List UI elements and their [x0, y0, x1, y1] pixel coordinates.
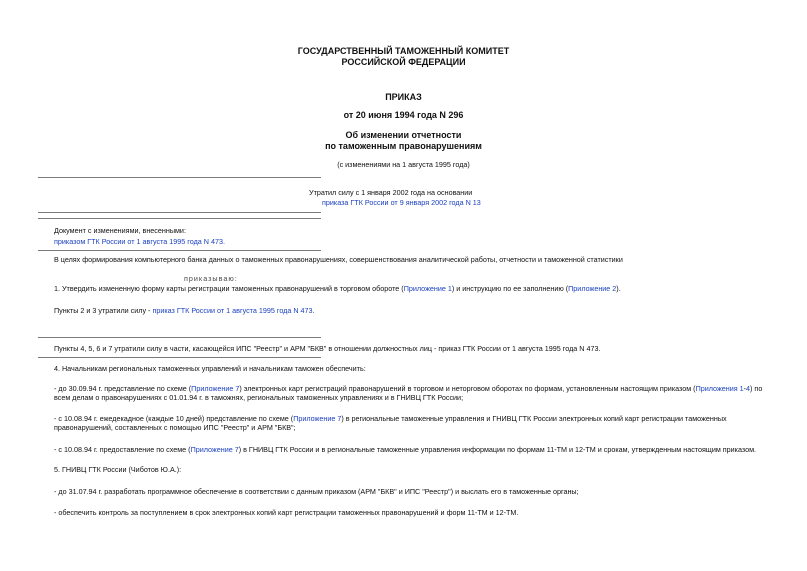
appendix-7-link[interactable]: Приложение 7	[191, 384, 240, 393]
document-subject-line2: по таможенным правонарушениям	[325, 141, 482, 151]
preamble: В целях формирования компьютерного банка данных о таможенных правонарушениях, совершенствования аналитической работы, отчетности и таможенной статистики	[54, 255, 623, 264]
divider	[38, 250, 321, 251]
divider	[38, 357, 321, 358]
edition-link[interactable]: приказом ГТК России от 1 августа 1995 года N 473.	[54, 237, 225, 246]
item-5: 5. ГНИВЦ ГТК России (Чиботов Ю.А.):	[54, 465, 182, 474]
document-subject-line1: Об изменении отчетности	[345, 130, 462, 140]
item-4: 4. Начальникам региональных таможенных управлений и начальникам таможен обеспечить:	[54, 364, 366, 373]
appendix-1-link[interactable]: Приложение 1	[403, 284, 452, 293]
document-type: ПРИКАЗ	[385, 92, 422, 102]
appendix-1-link[interactable]: Приложения 1	[695, 384, 744, 393]
appendix-2-link[interactable]: Приложение 2	[568, 284, 617, 293]
item-1: 1. Утвердить измененную форму карты регистрации таможенных правонарушений в торговом обороте (Приложение 1) и инструкцию по ее заполнению (Приложение 2).	[54, 284, 621, 293]
appendix-7-link[interactable]: Приложение 7	[293, 414, 342, 423]
items-4-7-note: Пункты 4, 5, 6 и 7 утратили силу в части, касающейся ИПС "Реестр" и АРМ "БКВ" в отношении должностных лиц - приказ ГТК России от 1 августа 1995 года N 473.	[54, 344, 601, 353]
edition-label: Документ с изменениями, внесенными:	[54, 226, 186, 235]
order-word: приказываю:	[184, 274, 238, 283]
divider	[38, 212, 321, 213]
lost-force-link[interactable]: приказа ГТК России от 9 января 2002 года N 13	[322, 198, 481, 207]
item-5-b: - обеспечить контроль за поступлением в срок электронных копий карт регистрации таможенных правонарушений и форм 11-ТМ и 12-ТМ.	[54, 508, 519, 517]
document-date-number: от 20 июня 1994 года N 296	[343, 110, 464, 120]
appendix-7-link[interactable]: Приложение 7	[190, 445, 239, 454]
amendments-note: (с изменениями на 1 августа 1995 года)	[337, 160, 470, 169]
appendix-4-link[interactable]: 4	[746, 384, 751, 393]
divider	[38, 337, 321, 338]
item-4-c: - с 10.08.94 г. предоставление по схеме (Приложение 7) в ГНИВЦ ГТК России и в региональные таможенные управления информации по формам 11-ТМ и 12-ТМ и срокам, утвержденным настоящим приказом.	[54, 445, 757, 454]
items-2-3-note: Пункты 2 и 3 утратили силу - приказ ГТК России от 1 августа 1995 года N 473.	[54, 306, 315, 315]
item-4-b: - с 10.08.94 г. ежедекадное (каждые 10 дней) представление по схеме (Приложение 7) в региональные таможенные управления и ГНИВЦ ГТК России электронных копий карт регистрации таможенных правонарушений, составленных с помощью ИПС "Реестр" и АРМ "БКВ";	[54, 414, 727, 432]
divider	[38, 177, 321, 178]
lost-force-note: Утратил силу с 1 января 2002 года на основании	[309, 188, 473, 197]
committee-name-line1: ГОСУДАРСТВЕННЫЙ ТАМОЖЕННЫЙ КОМИТЕТ	[297, 46, 510, 56]
order-473-link[interactable]: приказ ГТК России от 1 августа 1995 года N 473	[152, 306, 313, 315]
item-5-a: - до 31.07.94 г. разработать программное обеспечение в соответствии с данным приказом (АРМ "БКВ" и ИПС "Реестр") и выслать его в таможенные органы;	[54, 487, 579, 496]
committee-name-line2: РОССИЙСКОЙ ФЕДЕРАЦИИ	[341, 57, 466, 67]
item-4-a: - до 30.09.94 г. представление по схеме (Приложение 7) электронных карт регистраций правонарушений в торговом и неторговом оборотах по формам, установленным настоящим приказом (Приложения 1-4) по всем делам о правонарушениях с 01.01.94 г. в таможнях, региональных таможенных управлениях и в ГНИВЦ ГТК России;	[54, 384, 763, 402]
divider	[38, 218, 321, 219]
